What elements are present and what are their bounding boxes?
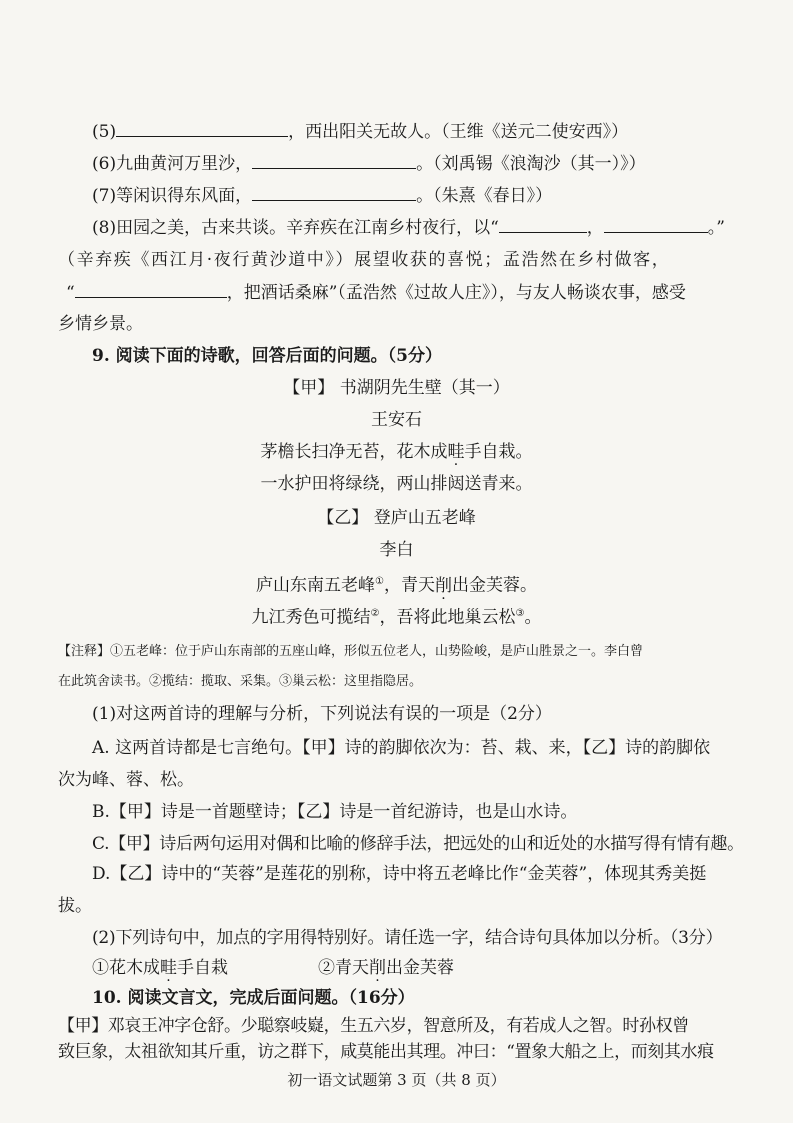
footnote-mark: ③ [515, 608, 525, 619]
answer-blank[interactable] [75, 281, 227, 298]
q8-item-7 [92, 184, 552, 207]
choice-text: 手自栽 [177, 958, 228, 978]
choice-1[interactable] [92, 957, 228, 979]
item-text: (6)九曲黄河万里沙， [92, 154, 253, 174]
poem-text: 出金芙蓉。 [451, 575, 537, 596]
question-10-heading: 10. 阅读文言文，完成后面问题。（16分） [92, 988, 415, 1008]
poem-text: 九江秀色可揽结 [251, 607, 371, 628]
item-text: ， [586, 218, 604, 238]
question-9-sub2: (2)下列诗句中，加点的字用得特别好。请任选一字，结合诗句具体加以分析。（3分） [92, 928, 723, 948]
poem-text: ，青天 [383, 575, 435, 596]
poem-text: 庐山东南五老峰 [256, 575, 376, 596]
item-text: 。（朱熹《春日》） [416, 186, 553, 206]
passage-line1: 【甲】邓哀王冲字仓舒。少聪察岐嶷，生五六岁，智意所及，有若成人之智。时孙权曾 [58, 1016, 689, 1036]
item-text: (8)田园之美，古来共谈。辛弃疾在江南乡村夜行，以“ [92, 218, 499, 238]
option-b[interactable]: B.【甲】诗是一首题壁诗；【乙】诗是一首纪游诗，也是山水诗。 [92, 802, 578, 822]
answer-blank[interactable] [499, 216, 587, 233]
answer-blank[interactable] [252, 184, 416, 201]
annotation-line1: 【注释】①五老峰：位于庐山东南部的五座山峰，形似五位老人，山势险峻，是庐山胜景之一。李白曾 [58, 644, 644, 659]
poem1-line1 [0, 441, 793, 463]
q8-item-8-line2: （辛弃疾《西江月·夜行黄沙道中》）展望收获的喜悦；孟浩然在乡村做客， [58, 250, 671, 270]
choice-2[interactable] [318, 957, 454, 979]
answer-blank[interactable] [116, 120, 288, 137]
poem2-author: 李白 [379, 540, 414, 560]
poem-text: 。 [524, 607, 542, 628]
poem-text: 茅檐长扫净无苔，花木成 [260, 442, 448, 462]
choice-text: ②青天 [318, 958, 369, 978]
option-d-line2: 拔。 [58, 896, 92, 916]
item-number: (5) [92, 122, 117, 142]
q8-item-8-line4: 乡情乡景。 [58, 314, 143, 334]
dotted-char: 削 [369, 958, 386, 978]
poem2-title: 【乙】 登庐山五老峰 [317, 508, 476, 528]
poem1-title: 【甲】 书湖阴先生壁（其一） [283, 378, 510, 398]
passage-line2: 致巨象，太祖欲知其斤重，访之群下，咸莫能出其理。冲曰：“置象大船之上，而刻其水痕 [58, 1042, 714, 1062]
answer-blank[interactable] [252, 152, 416, 169]
option-a-line1[interactable]: A. 这两首诗都是七言绝句。【甲】诗的韵脚依次为：苔、栽、来，【乙】诗的韵脚依 [92, 738, 711, 758]
q8-item-8-line1 [92, 216, 725, 239]
item-text: (7)等闲识得东风面， [92, 186, 253, 206]
poem2-line2 [0, 603, 793, 629]
poem1-line2: 一水护田将绿绕，两山排闼送青来。 [260, 474, 533, 494]
item-text: “ [66, 283, 75, 303]
footnote-mark: ① [375, 576, 384, 587]
question-9-sub1: (1)对这两首诗的理解与分析，下列说法有误的一项是（2分） [92, 704, 552, 724]
dotted-char: 畦 [160, 958, 177, 978]
answer-blank[interactable] [604, 216, 708, 233]
dotted-char: 削 [434, 575, 452, 596]
page-footer: 初一语文试题第 3 页（共 8 页） [287, 1071, 506, 1089]
poem-text: ，吾将此地巢云松 [379, 607, 516, 628]
annotation-line2: 在此筑舍读书。②揽结：揽取、采集。③巢云松：这里指隐居。 [58, 674, 423, 689]
poem-text: 手自栽。 [464, 442, 533, 462]
item-text: 。（刘禹锡《浪淘沙（其一）》） [416, 154, 646, 174]
choice-text: 出金芙蓉 [386, 958, 454, 978]
choice-text: ①花木成 [92, 958, 160, 978]
q8-item-8-line3 [66, 281, 686, 304]
dotted-char: 畦 [447, 442, 465, 462]
item-text: ，把酒话桑麻”（孟浩然《过故人庄》），与友人畅谈农事，感受 [226, 283, 686, 303]
item-text: ，西出阳关无故人。（王维《送元二使安西》） [288, 122, 629, 142]
poem2-line1 [0, 571, 793, 597]
option-d-line1[interactable]: D.【乙】诗中的“芙蓉”是莲花的别称，诗中将五老峰比作“金芙蓉”，体现其秀美挺 [92, 864, 707, 884]
option-a-line2: 次为峰、蓉、松。 [58, 770, 194, 790]
footnote-mark: ② [370, 608, 380, 619]
option-c[interactable]: C.【甲】诗后两句运用对偶和比喻的修辞手法，把远处的山和近处的水描写得有情有趣。 [92, 834, 744, 854]
item-text: 。” [707, 218, 725, 238]
q8-item-6 [92, 152, 646, 175]
q8-item-5 [92, 120, 628, 143]
question-9-heading: 9. 阅读下面的诗歌，回答后面的问题。（5分） [92, 346, 442, 366]
poem1-author: 王安石 [371, 410, 422, 430]
